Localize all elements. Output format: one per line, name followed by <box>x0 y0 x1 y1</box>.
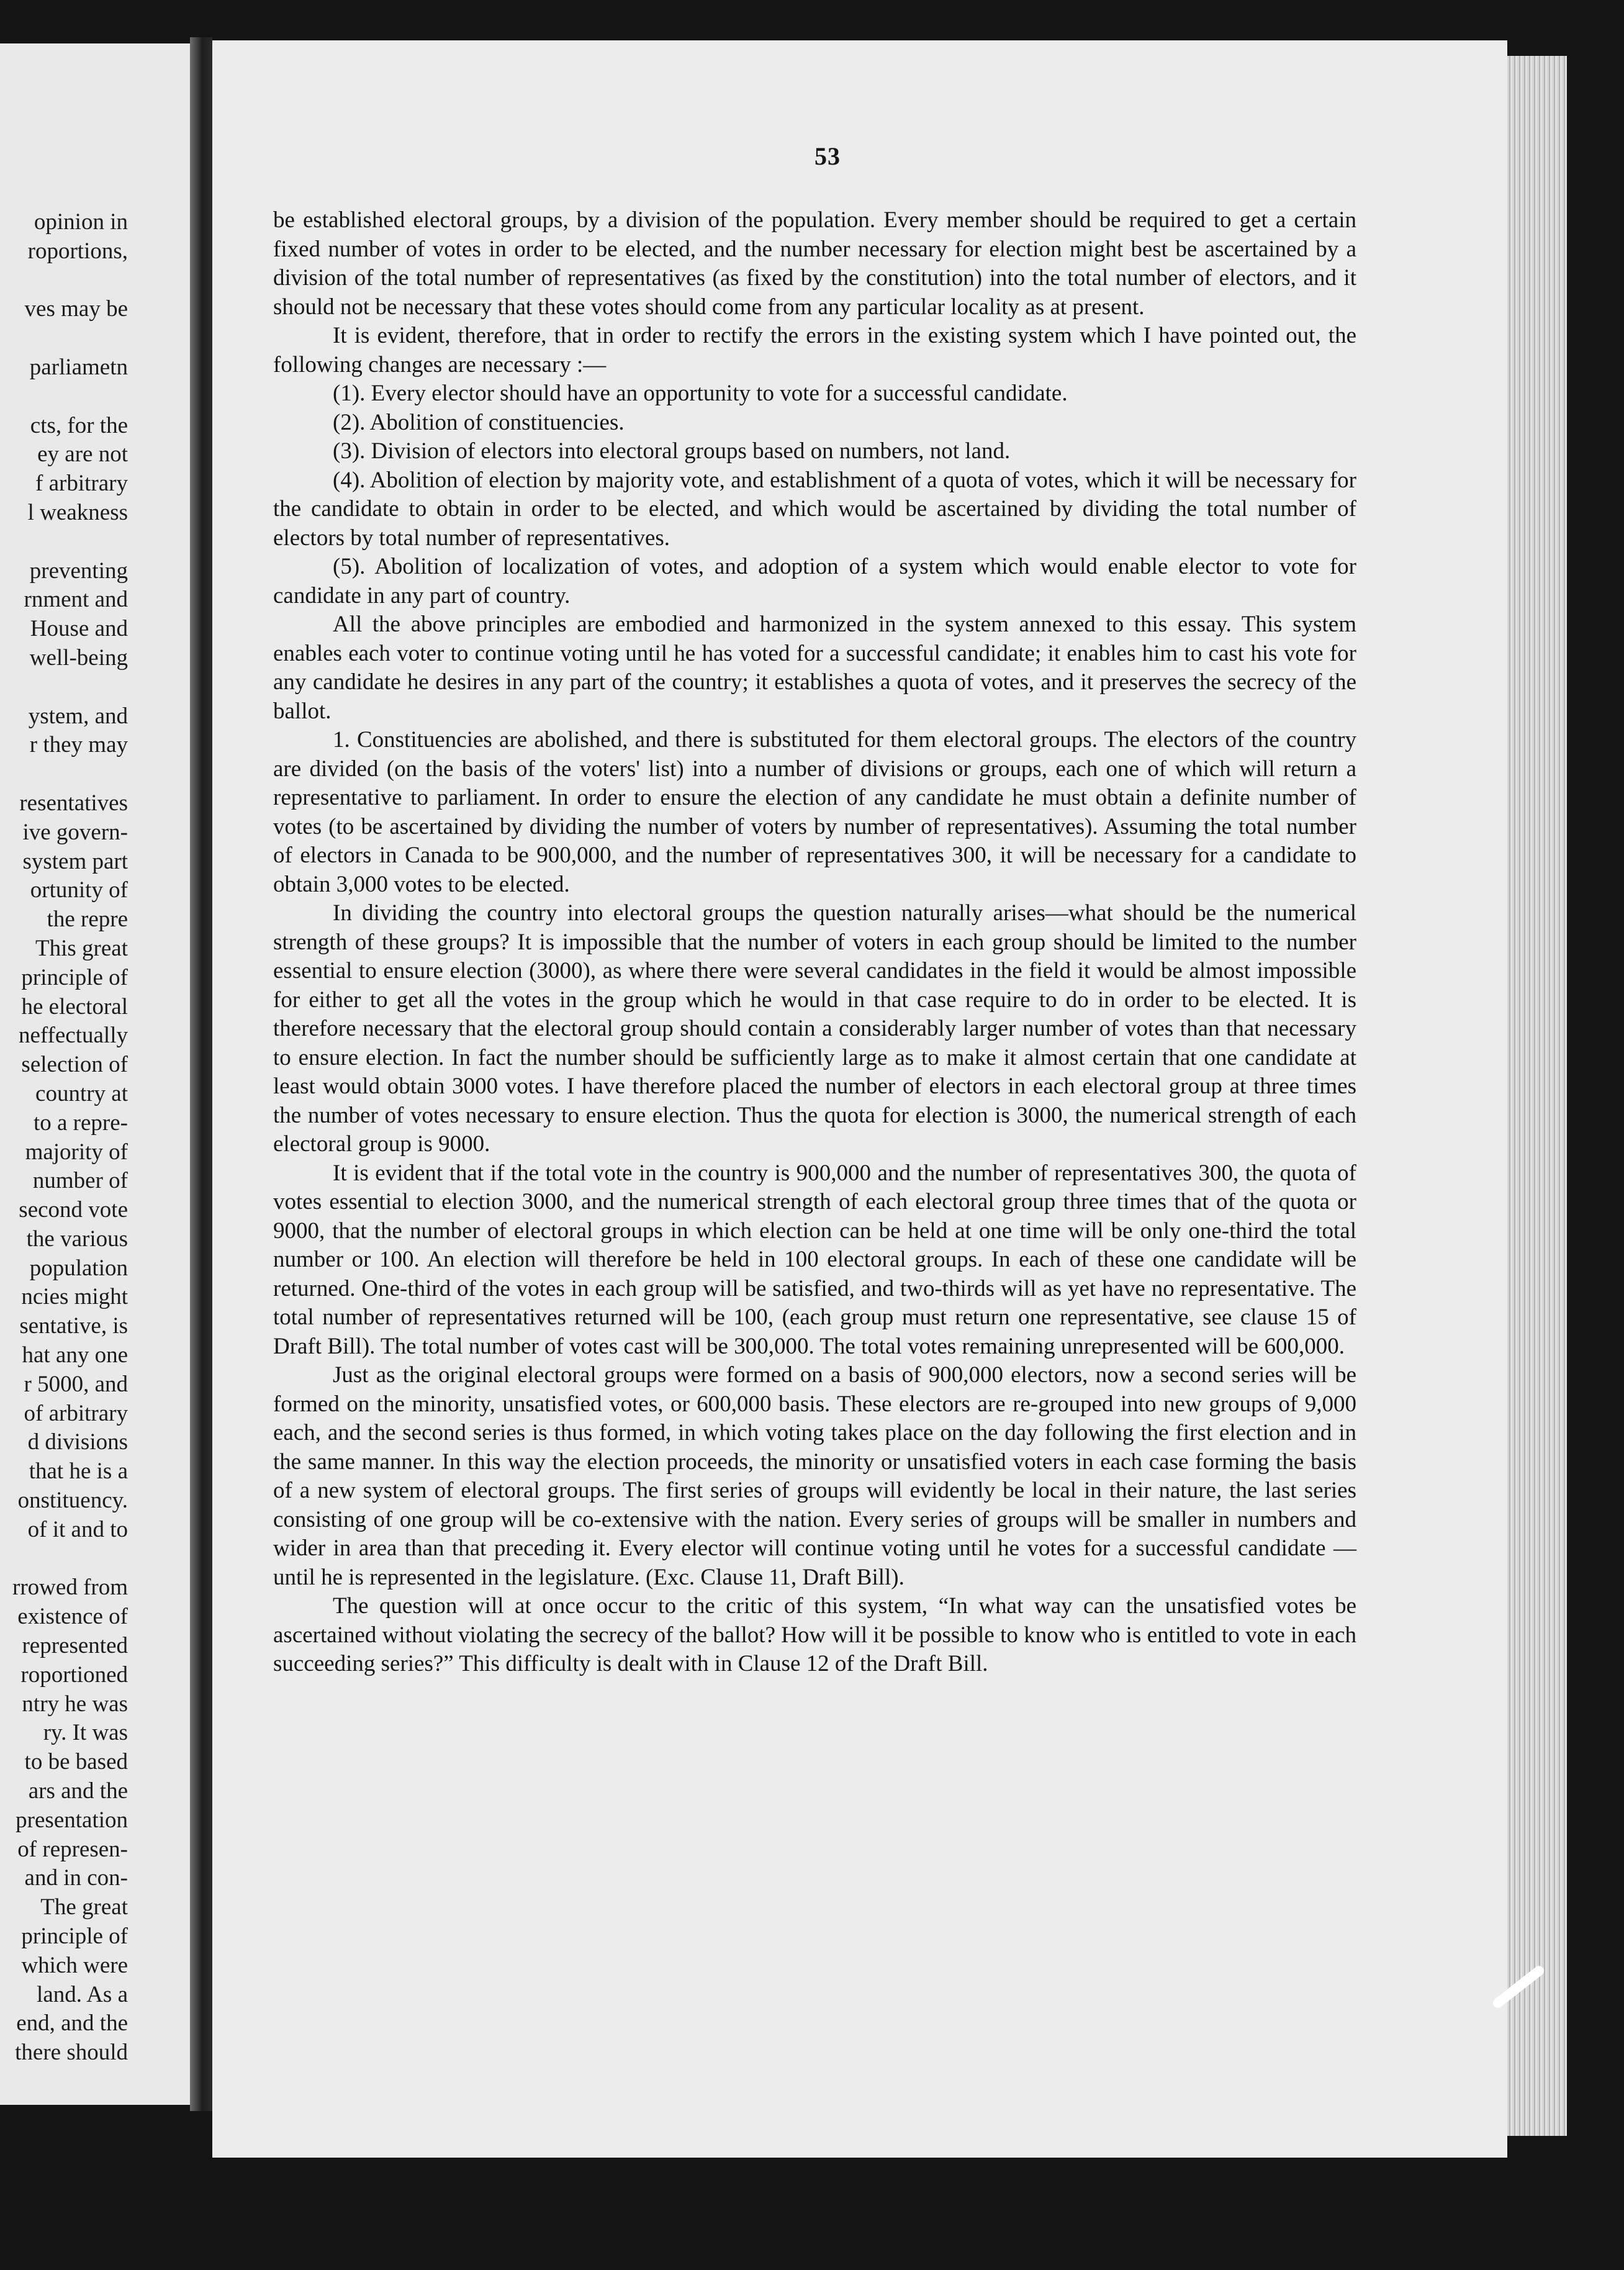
left-page-line: preventing <box>29 558 128 584</box>
left-page-line: roportions, <box>27 238 128 264</box>
left-page-line: he electoral <box>21 993 128 1020</box>
left-page-line: ars and the <box>28 1778 128 1804</box>
list-item: (1). Every elector should have an opportunity to vote for a successful candidate. <box>333 381 1068 406</box>
left-page-line: sentative, is <box>19 1313 128 1339</box>
left-page-line: well-being <box>29 644 128 671</box>
left-page-line <box>0 760 190 789</box>
left-page-line: opinion in <box>34 209 128 235</box>
left-page-line: selection of <box>21 1052 128 1078</box>
left-page-line: existence of <box>17 1604 128 1630</box>
left-page-line: House and <box>30 616 128 642</box>
left-page-line: of it and to <box>27 1516 128 1542</box>
left-page-line: and in con- <box>24 1865 128 1891</box>
left-page-line: to be based <box>24 1749 128 1775</box>
left-page-line: to a repre- <box>33 1110 128 1136</box>
left-page-line: the various <box>26 1226 128 1252</box>
page-edge-stack <box>1507 56 1567 2136</box>
left-page-line <box>0 266 190 296</box>
left-page-line: represented <box>22 1633 128 1659</box>
left-page-line: presentation <box>16 1807 128 1833</box>
left-page-line <box>0 673 190 702</box>
left-page-line: ortunity of <box>30 877 128 903</box>
left-page-line: ntry he was <box>22 1691 128 1717</box>
list-item: (3). Division of electors into electoral groups based on numbers, not land. <box>333 438 1011 464</box>
left-page-line: population <box>29 1255 128 1281</box>
left-page-line: that he is a <box>29 1458 128 1485</box>
left-page-line: land. As a <box>37 1981 128 2007</box>
left-page-line: d divisions <box>27 1429 128 1455</box>
left-page-line: second vote <box>19 1197 128 1223</box>
list-item: (2). Abolition of constituencies. <box>333 409 625 435</box>
left-page-line: r 5000, and <box>24 1371 128 1397</box>
left-page-line: resentatives <box>19 790 128 816</box>
left-page-line <box>0 528 190 557</box>
left-page-line: r they may <box>29 732 128 758</box>
left-page-line: f arbitrary <box>35 471 128 497</box>
left-page-line: ive govern- <box>22 819 128 845</box>
paragraph: The question will at once occur to the critic of this system, “In what way can the unsatisfied votes be ascertained without violating the secrecy of the ballot? How will it be possible to know who is entitled to vote in each succeeding series?” This difficulty is dealt with in Clause 12 of the Draft Bill. <box>273 1593 1356 1676</box>
left-page-line: l weakness <box>27 499 128 525</box>
left-page-line: ncies might <box>21 1284 128 1310</box>
list-item: (4). Abolition of election by majority vote, and establishment of a quota of votes, which it will be necessary for the candidate to obtain in order to be elected, and which would be ascertained by dividing the total number of electors by total number of representatives. <box>273 467 1356 551</box>
left-page-line <box>0 324 190 353</box>
left-page-text <box>0 208 190 2068</box>
left-page-line: which were <box>21 1952 128 1978</box>
paragraph: All the above principles are embodied and harmonized in the system annexed to this essay. This system enables each voter to continue voting until he has voted for a successful candidate; it enables him to cast his vote for any candidate he desires in any part of the country; it establishes a quota of votes, and it preserves the secrecy of the ballot. <box>273 612 1356 724</box>
left-page-line: country at <box>35 1080 128 1106</box>
paragraph: It is evident that if the total vote in the country is 900,000 and the number of representatives 300, the quota of votes essential to election 3000, and the numerical strength of each electoral group three times that of the quota or 9000, that the number of electoral groups in which election can be held at one time will be only one-third the total number or 100. An election will therefore be held in 100 electoral groups. In each of these one candidate will be returned. One-third of the votes in each group will be satisfied, and two-thirds will as yet have no representative. The total number of representatives returned will be 100, (each group must return one representative, see clause 15 of Draft Bill). The total number of votes cast will be 300,000. The total votes remaining unrepresented will be 600,000. <box>273 1160 1356 1359</box>
left-page-line: cts, for the <box>30 412 128 438</box>
body-text <box>273 206 1356 1679</box>
paragraph: be established electoral groups, by a division of the population. Every member should be required to get a certain fixed number of votes in order to be elected, and the number necessary for election might best be ascertained by a division of the total number of representatives (as fixed by the constitution) into the total number of electors, and it should not be necessary that these votes should come from any particular locality as at present. <box>273 207 1356 320</box>
left-page-line: end, and the <box>16 2010 128 2037</box>
left-page-line: system part <box>22 848 128 874</box>
left-page-line: neffectually <box>18 1023 128 1049</box>
left-page-line: there should <box>15 2040 128 2066</box>
left-page-line: ves may be <box>24 296 128 322</box>
left-page-line: ey are not <box>37 441 128 468</box>
left-page-line: principle of <box>21 1924 128 1950</box>
left-page-line: majority of <box>25 1139 128 1165</box>
left-page-line: of arbitrary <box>24 1400 128 1426</box>
paragraph: Just as the original electoral groups were formed on a basis of 900,000 electors, now a second series will be formed on the minority, unsatisfied votes, or 600,000 basis. These electors are re-grouped into new groups of 9,000 each, and the second series is thus formed, in which voting takes place on the day following the first election and in the same manner. In this way the election proceeds, the minority or unsatisfied voters in each case forming the basis of a new system of electoral groups. The first series of groups will evidently be local in their nature, the last series consisting of one group will be co-extensive with the nation. Every series of groups will be smaller in numbers and wider in area than that preceding it. Every elector will continue voting until he votes for a successful candidate —until he is represented in the legislature. (Exc. Clause 11, Draft Bill). <box>273 1362 1356 1590</box>
paragraph: It is evident, therefore, that in order to rectify the errors in the existing system which I have pointed out, the following changes are necessary :— <box>273 323 1356 378</box>
left-page-line: parliametn <box>29 354 128 380</box>
paragraph: In dividing the country into electoral groups the question naturally arises—what should be the numerical strength of these groups? It is impossible that the number of voters in each group should be limited to the number essential to ensure election (3000), as where there were several candidates in the field it would be almost impossible for either to get all the votes in the group which he would in that case require to do in order to be elected. It is therefore necessary that the electoral group should contain a considerably larger number of votes than that necessary to ensure election. In fact the number should be sufficiently large as to make it almost certain that one candidate at least would obtain 3000 votes. I have therefore placed the number of electors in each electoral group at three times the number of votes necessary to ensure election. Thus the quota for election is 3000, the numerical strength of each electoral group is 9000. <box>273 900 1356 1157</box>
left-page-line: roportioned <box>20 1662 128 1688</box>
left-page <box>0 43 190 2105</box>
left-page-line: rnment and <box>24 587 128 613</box>
left-page-line: number of <box>32 1168 128 1194</box>
paragraph: 1. Constituencies are abolished, and there is substituted for them electoral groups. The electors of the country are divided (on the basis of the voters' list) into a number of divisions or groups, each one of which will return a representative to parliament. In order to ensure the election of any candidate he must obtain a definite number of votes (to be ascertained by dividing the number of voters by number of representatives). Assuming the total number of electors in Canada to be 900,000, and the number of representatives 300, it will be necessary for a candidate to obtain 3,000 votes to be elected. <box>273 727 1356 897</box>
left-page-line <box>0 1545 190 1574</box>
left-page-line: ystem, and <box>28 703 128 729</box>
list-item: (5). Abolition of localization of votes, and adoption of a system which would enable elector to vote for candidate in any part of country. <box>273 554 1356 608</box>
left-page-line: ry. It was <box>43 1720 128 1746</box>
left-page-line: This great <box>35 935 128 961</box>
left-page-line <box>0 382 190 412</box>
page-number: 53 <box>814 142 841 170</box>
left-page-line: the repre <box>47 907 128 933</box>
left-page-line: principle of <box>21 964 128 990</box>
left-page-line: rrowed from <box>12 1575 128 1601</box>
left-page-line: of represen- <box>17 1836 128 1862</box>
left-page-line: The great <box>40 1894 128 1920</box>
book-gutter <box>190 37 212 2111</box>
left-page-line: onstituency. <box>17 1488 128 1514</box>
left-page-line: hat any one <box>22 1342 128 1368</box>
